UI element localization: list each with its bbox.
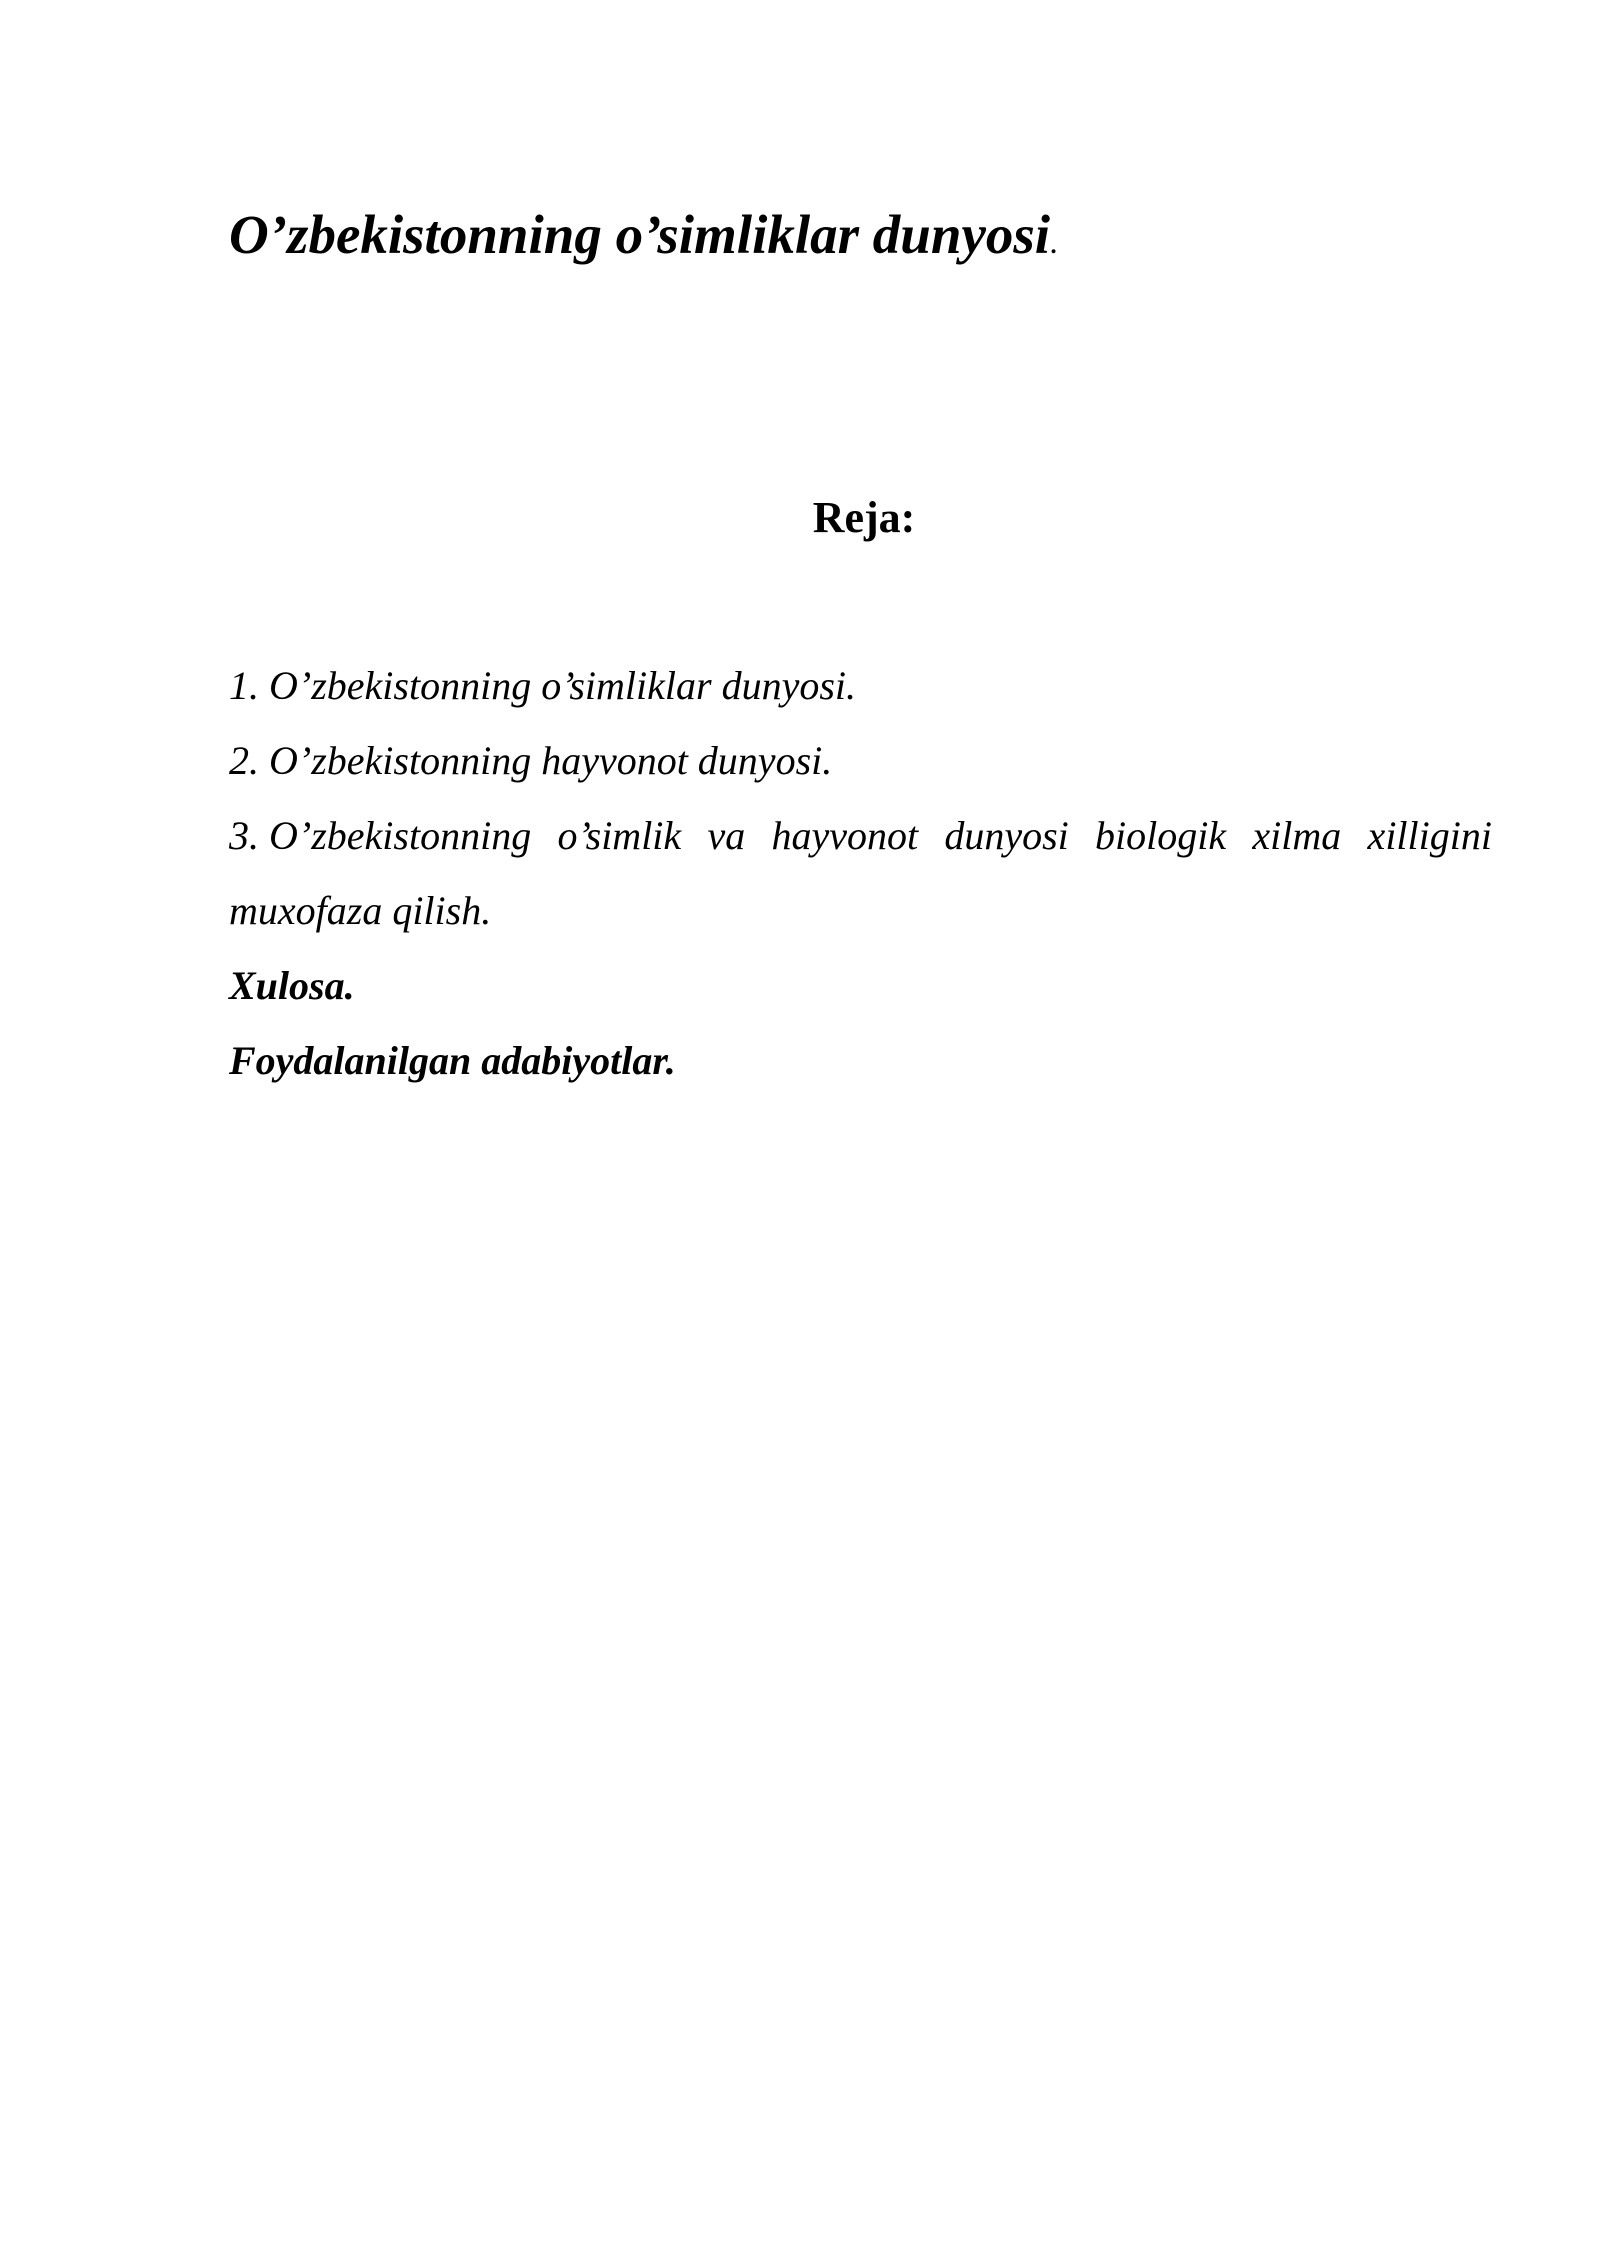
plan-item-1 <box>229 648 1492 723</box>
plan-item-text: O’zbekistonning o’simliklar dunyosi. <box>269 663 857 708</box>
document-title-dot: . <box>1050 224 1059 261</box>
plan-item-conclusion <box>229 948 1492 1023</box>
plan-item-3 <box>229 798 1492 948</box>
plan-item-number: 3. <box>229 813 259 858</box>
plan-item-text: O’zbekistonning o’simlik va hayvonot dunyosi biologik xilma xilligini muxofaza qilish. <box>229 813 1492 933</box>
plan-item-number: 1. <box>229 663 259 708</box>
references-text: Foydalanilgan adabiyotlar. <box>229 1038 676 1083</box>
plan-item-references <box>229 1023 1492 1098</box>
plan-heading: Reja: <box>812 493 916 542</box>
document-title <box>229 200 1059 278</box>
plan-item-2 <box>229 723 1492 798</box>
plan-list <box>229 648 1492 1098</box>
plan-item-text: O’zbekistonning hayvonot dunyosi. <box>269 738 833 783</box>
plan-item-number: 2. <box>229 738 259 783</box>
conclusion-text: Xulosa. <box>229 963 355 1008</box>
document-title-text: O’zbekistonning o’simliklar dunyosi <box>229 204 1051 265</box>
